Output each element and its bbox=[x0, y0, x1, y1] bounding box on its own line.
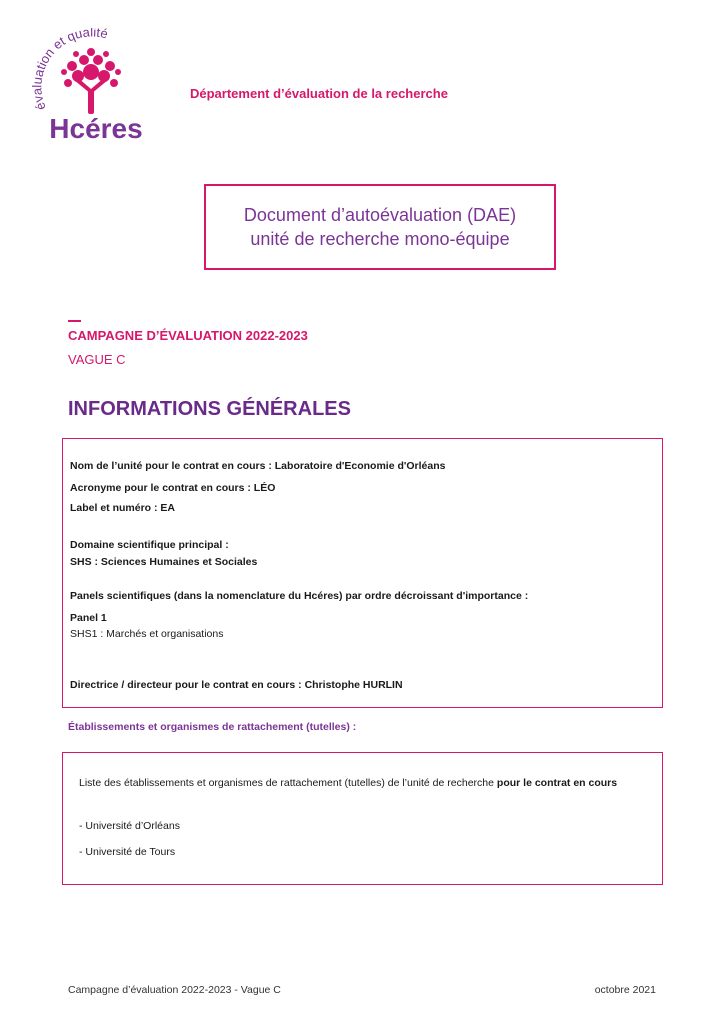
tutelle-item: - Université de Tours bbox=[79, 846, 176, 858]
footer-date: octobre 2021 bbox=[594, 984, 656, 996]
panel-name: Panel 1 bbox=[70, 612, 107, 624]
domain-label: Domaine scientifique principal : bbox=[70, 539, 229, 551]
department-name: Département d’évaluation de la recherche bbox=[190, 86, 448, 101]
section-title: INFORMATIONS GÉNÉRALES bbox=[68, 398, 351, 420]
domain-value: SHS : Sciences Humaines et Sociales bbox=[70, 556, 258, 568]
tutelles-box bbox=[62, 752, 663, 885]
logo-tagline: évaluation et qualité bbox=[29, 28, 110, 113]
unit-acronym: Acronyme pour le contrat en cours : LÉO bbox=[70, 482, 276, 494]
unit-name: Nom de l’unité pour le contrat en cours : Laboratoire d'Economie d'Orléans bbox=[70, 460, 446, 472]
tutelles-intro-bold: pour le contrat en cours bbox=[496, 777, 618, 789]
panel-value: SHS1 : Marchés et organisations bbox=[70, 628, 224, 640]
tutelles-intro bbox=[70, 775, 655, 791]
hceres-logo bbox=[28, 28, 153, 146]
tree-icon bbox=[61, 48, 121, 114]
panels-label: Panels scientifiques (dans la nomenclature du Hcéres) par ordre décroissant d'importance : bbox=[70, 590, 529, 602]
footer-campaign: Campagne d’évaluation 2022-2023 - Vague C bbox=[68, 984, 281, 996]
director: Directrice / directeur pour le contrat en cours : Christophe HURLIN bbox=[70, 679, 403, 691]
tutelles-intro-text: Liste des établissements et organismes de rattachement (tutelles) de l’unité de recherche bbox=[79, 777, 494, 789]
document-title-line2: unité de recherche mono-équipe bbox=[250, 229, 510, 249]
campaign-title: CAMPAGNE D’ÉVALUATION 2022-2023 bbox=[68, 328, 308, 343]
logo-brand: Hcéres bbox=[49, 113, 143, 144]
document-title-line1: Document d’autoévaluation (DAE) bbox=[243, 205, 517, 225]
campaign-wave: VAGUE C bbox=[68, 352, 126, 367]
unit-label: Label et numéro : EA bbox=[70, 502, 176, 514]
tutelles-label: Établissements et organismes de rattachement (tutelles) : bbox=[68, 721, 357, 733]
tutelle-item: - Université d’Orléans bbox=[79, 820, 180, 832]
document-title-box bbox=[204, 184, 556, 270]
general-info-box bbox=[62, 438, 663, 708]
campaign-dash bbox=[68, 320, 81, 322]
